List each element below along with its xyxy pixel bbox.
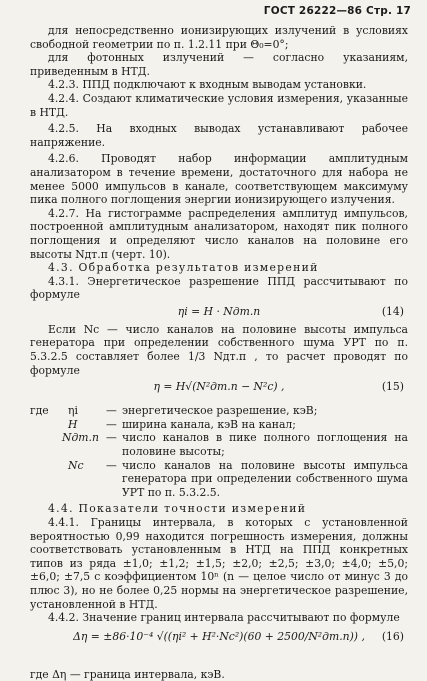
paragraph-4-4-1: 4.4.1. Границы интервала, в которых с установленной вероятностью 0,99 находится погрешность измерения, должны соответствовать установленным в НТД на ППД конкретных типов из ряда ±1,0; ±1,2; ±1,5; ±2,0; ±2,5; ±3,0; ±4,0; ±5,0; ±6,0; ±7,5 с коэффициентом 10ⁿ (n — целое число от минус 3 до плюс 3), но не более 0,25 нормы на энергетическое разрешение, установленной в НТД.	[30, 516, 408, 611]
definition-dash: —	[106, 431, 117, 445]
section-heading-4-3: 4.3. Обработка результатов измерений	[48, 261, 319, 275]
definition-dash: —	[106, 458, 117, 472]
definitions-list	[30, 404, 408, 499]
equation-14	[30, 305, 408, 321]
definition-symbol: Nдт.п	[62, 431, 99, 445]
paragraph-4-4-2: 4.4.2. Значение границ интервала рассчитывают по формуле	[48, 611, 400, 625]
definition-symbol: ηi	[68, 404, 78, 418]
paragraph-4-3-1: 4.3.1. Энергетическое разрешение ППД рассчитывают по формуле	[30, 274, 408, 302]
page-header: ГОСТ 26222—86 Стр. 17	[263, 5, 411, 17]
paragraph-4-2-4: 4.2.4. Создают климатические условия измерения, указанные в НТД.	[30, 91, 408, 119]
paragraph-generator-noise: Если Nс — число каналов на половине высоты импульса генератора при определении собственного шума УРТ по п. 5.3.2.5 составляет более 1/3 Nдт.п , то расчет проводят по формуле	[30, 322, 408, 377]
definition-text: число каналов в пике полного поглощения на половине высоты;	[122, 431, 408, 459]
equation-16-number: (16)	[381, 629, 404, 643]
definition-row	[30, 431, 408, 458]
paragraph-delta-definition: где Δη — граница интервала, кэВ.	[30, 667, 225, 681]
section-heading-4-4: 4.4. Показатели точности измерений	[48, 502, 307, 516]
definition-row	[30, 404, 408, 418]
equation-14-number: (14)	[381, 304, 404, 318]
equation-15-number: (15)	[381, 380, 404, 394]
paragraph-4-2-6: 4.2.6. Проводят набор информации амплитудным анализатором в течение времени, достаточного для набора не менее 5000 импульсов в канале, соответствующем максимуму пика полного поглощения энергии ионизирующего излучения.	[30, 152, 408, 207]
definition-text: ширина канала, кэВ на канал;	[122, 417, 296, 431]
equation-14-formula: ηi = H · Nдт.п	[177, 304, 261, 318]
equation-15	[30, 380, 408, 402]
equation-16-formula: Δη = ±86·10⁻⁴ √((ηi² + H²·Nс²)(60 + 2500/N²дт.п)) ,	[73, 629, 365, 643]
paragraph-photon-radiation: для фотонных излучений — согласно указаниям, приведенным в НТД.	[30, 51, 408, 78]
definition-symbol: Nс	[68, 458, 84, 472]
paragraph-4-2-7: 4.2.7. На гистограмме распределения амплитуд импульсов, построенной амплитудным анализатором, находят пик полного поглощения и определяют число каналов на половине его высоты Nдт.п (черт. 10).	[30, 206, 408, 261]
definition-row	[30, 459, 408, 500]
definition-dash: —	[106, 404, 117, 418]
definitions-intro: где	[30, 404, 49, 418]
paragraph-4-2-5: 4.2.5. На входных выводах устанавливают рабочее напряжение.	[30, 122, 408, 149]
definition-row	[30, 418, 408, 432]
definition-text: число каналов на половине высоты импульса генератора при определении собственного шума УРТ по п. 5.3.2.5.	[122, 458, 408, 499]
definition-dash: —	[106, 417, 117, 431]
paragraph-4-2-3: 4.2.3. ППД подключают к входным выводам установки.	[48, 78, 367, 92]
definition-symbol: H	[68, 417, 78, 431]
equation-15-formula: η = H√(N²дт.п − N²с) ,	[153, 380, 285, 394]
page-content	[30, 24, 408, 681]
definition-text: энергетическое разрешение, кэВ;	[122, 404, 318, 418]
paragraph-ionizing-conditions: для непосредственно ионизирующих излучений в условиях свободной геометрии по п. 1.2.11 при Θ₀=0°;	[30, 24, 408, 51]
